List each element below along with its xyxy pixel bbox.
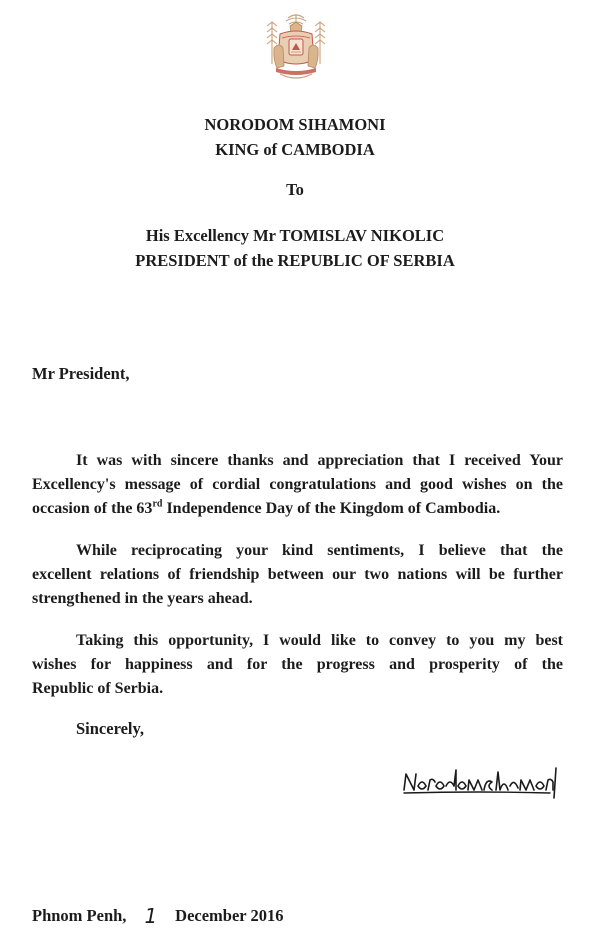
to-label: To [286,180,304,199]
paragraph-3 [32,629,563,701]
paragraph-2 [32,539,563,611]
sender-name: NORODOM SIHAMONI [204,115,386,134]
closing: Sincerely, [76,719,144,738]
paragraph-1-line-3-end: Independence Day of the Kingdom of Cambodia. [162,500,501,517]
handwritten-day: 1 [144,904,158,928]
paragraph-2-line-3: strengthened in the years ahead. [32,590,253,607]
paragraph-1-line-3-start: occasion of the 63 [32,500,153,517]
paragraph-1-line-1: It was with sincere thanks and appreciation that I received Your [76,452,563,469]
paragraph-1-line-3 [32,497,563,521]
paragraph-3-line-1: Taking this opportunity, I would like to convey to you my best [76,632,563,649]
salutation: Mr President, [32,364,130,383]
royal-arms-of-cambodia-icon [262,12,330,84]
paragraph-2-line-2: excellent relations of friendship between our two nations will be further [32,566,563,583]
paragraph-3-line-3: Republic of Serbia. [32,680,164,697]
handwritten-signature [400,760,560,800]
paragraph-1 [32,449,563,521]
place: Phnom Penh, [32,906,127,925]
recipient-title: PRESIDENT of the REPUBLIC OF SERBIA [135,251,455,270]
ordinal-suffix: rd [152,498,163,510]
paragraph-3-line-2: wishes for happiness and for the progress and prosperity of the [32,656,563,673]
paragraph-2-line-1: While reciprocating your kind sentiments, I believe that the [76,542,563,559]
recipient-name: His Excellency Mr TOMISLAV NIKOLIC [145,226,445,245]
date-line [32,902,283,926]
paragraph-1-line-2: Excellency's message of cordial congratulations and good wishes on the [32,476,563,493]
sender-title: KING of CAMBODIA [215,140,375,159]
month-year: December 2016 [175,906,284,925]
